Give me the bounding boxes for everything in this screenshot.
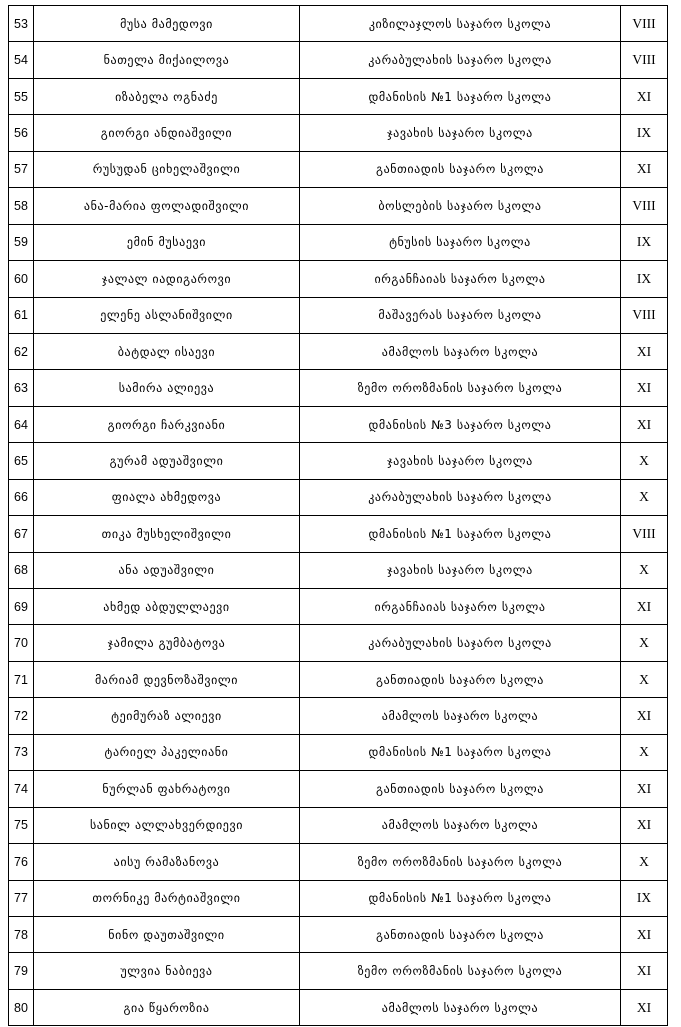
table-row <box>9 370 668 406</box>
student-name-cell: სანილ ალლახვერდიევი <box>34 807 300 843</box>
row-number-cell: 71 <box>9 661 34 697</box>
grade-cell: VIII <box>621 188 668 224</box>
row-number-cell: 68 <box>9 552 34 588</box>
school-name-cell: კარაბულახის საჯარო სკოლა <box>300 42 621 78</box>
table-row <box>9 734 668 770</box>
grade-cell: XI <box>621 406 668 442</box>
row-number-cell: 79 <box>9 953 34 989</box>
student-name-cell: ნათელა მიქაილოვა <box>34 42 300 78</box>
grade-cell: VIII <box>621 297 668 333</box>
table-row <box>9 916 668 952</box>
table-row <box>9 151 668 187</box>
table-row <box>9 771 668 807</box>
student-name-cell: ტარიელ პაკელიანი <box>34 734 300 770</box>
student-name-cell: აისუ რამაზანოვა <box>34 844 300 880</box>
grade-cell: IX <box>621 115 668 151</box>
table-row <box>9 224 668 260</box>
grade-cell: VIII <box>621 6 668 42</box>
grade-cell: X <box>621 734 668 770</box>
grade-cell: XI <box>621 989 668 1025</box>
school-name-cell: დმანისის №1 საჯარო სკოლა <box>300 734 621 770</box>
school-name-cell: განთიადის საჯარო სკოლა <box>300 771 621 807</box>
school-name-cell: დმანისის №1 საჯარო სკოლა <box>300 516 621 552</box>
table-row <box>9 844 668 880</box>
student-name-cell: ანა-მარია ფოლადიშვილი <box>34 188 300 224</box>
row-number-cell: 57 <box>9 151 34 187</box>
row-number-cell: 72 <box>9 698 34 734</box>
row-number-cell: 78 <box>9 916 34 952</box>
row-number-cell: 62 <box>9 333 34 369</box>
student-name-cell: თიკა მუსხელიშვილი <box>34 516 300 552</box>
grade-cell: XI <box>621 151 668 187</box>
student-name-cell: გურამ ადუაშვილი <box>34 443 300 479</box>
student-name-cell: ფიალა ახმედოვა <box>34 479 300 515</box>
school-name-cell: ზემო ოროზმანის საჯარო სკოლა <box>300 370 621 406</box>
student-name-cell: იზაბელა ოგნაძე <box>34 78 300 114</box>
table-row <box>9 188 668 224</box>
row-number-cell: 75 <box>9 807 34 843</box>
row-number-cell: 54 <box>9 42 34 78</box>
table-row <box>9 443 668 479</box>
grade-cell: XI <box>621 771 668 807</box>
student-name-cell: მუსა მამედოვი <box>34 6 300 42</box>
school-name-cell: დმანისის №1 საჯარო სკოლა <box>300 880 621 916</box>
row-number-cell: 80 <box>9 989 34 1025</box>
row-number-cell: 69 <box>9 589 34 625</box>
row-number-cell: 70 <box>9 625 34 661</box>
student-name-cell: გიორგი ანდიაშვილი <box>34 115 300 151</box>
grade-cell: X <box>621 625 668 661</box>
school-name-cell: დმანისის №1 საჯარო სკოლა <box>300 78 621 114</box>
table-row <box>9 589 668 625</box>
table-row <box>9 698 668 734</box>
grade-cell: XI <box>621 916 668 952</box>
grade-cell: VIII <box>621 42 668 78</box>
student-name-cell: ანა ადუაშვილი <box>34 552 300 588</box>
grade-cell: X <box>621 443 668 479</box>
school-name-cell: ტნუსის საჯარო სკოლა <box>300 224 621 260</box>
school-name-cell: ზემო ოროზმანის საჯარო სკოლა <box>300 844 621 880</box>
school-name-cell: განთიადის საჯარო სკოლა <box>300 916 621 952</box>
table-row <box>9 516 668 552</box>
table-row <box>9 42 668 78</box>
table-row <box>9 953 668 989</box>
student-name-cell: ჯამილა გუმბატოვა <box>34 625 300 661</box>
table-row <box>9 989 668 1025</box>
student-name-cell: რუსუდან ციხელაშვილი <box>34 151 300 187</box>
row-number-cell: 74 <box>9 771 34 807</box>
table-row <box>9 261 668 297</box>
school-name-cell: კარაბულახის საჯარო სკოლა <box>300 479 621 515</box>
table-row <box>9 406 668 442</box>
table-row <box>9 6 668 42</box>
school-name-cell: მაშავერას საჯარო სკოლა <box>300 297 621 333</box>
row-number-cell: 77 <box>9 880 34 916</box>
table-row <box>9 479 668 515</box>
school-name-cell: დმანისის №3 საჯარო სკოლა <box>300 406 621 442</box>
school-name-cell: კარაბულახის საჯარო სკოლა <box>300 625 621 661</box>
grade-cell: IX <box>621 224 668 260</box>
school-name-cell: ამამლოს საჯარო სკოლა <box>300 333 621 369</box>
school-name-cell: ირგანჩაიას საჯარო სკოლა <box>300 261 621 297</box>
school-name-cell: ჯავახის საჯარო სკოლა <box>300 115 621 151</box>
school-name-cell: ჯავახის საჯარო სკოლა <box>300 552 621 588</box>
grade-cell: XI <box>621 953 668 989</box>
grade-cell: IX <box>621 880 668 916</box>
student-name-cell: თორნიკე მარტიაშვილი <box>34 880 300 916</box>
row-number-cell: 59 <box>9 224 34 260</box>
school-name-cell: ამამლოს საჯარო სკოლა <box>300 989 621 1025</box>
row-number-cell: 53 <box>9 6 34 42</box>
table-row <box>9 552 668 588</box>
student-name-cell: ელენე ასლანიშვილი <box>34 297 300 333</box>
row-number-cell: 76 <box>9 844 34 880</box>
student-name-cell: სამირა ალიევა <box>34 370 300 406</box>
table-row <box>9 625 668 661</box>
row-number-cell: 67 <box>9 516 34 552</box>
row-number-cell: 56 <box>9 115 34 151</box>
row-number-cell: 55 <box>9 78 34 114</box>
school-name-cell: განთიადის საჯარო სკოლა <box>300 661 621 697</box>
grade-cell: XI <box>621 807 668 843</box>
results-table-body <box>9 6 668 1026</box>
student-name-cell: ბატდალ ისაევი <box>34 333 300 369</box>
grade-cell: VIII <box>621 516 668 552</box>
school-name-cell: ზემო ოროზმანის საჯარო სკოლა <box>300 953 621 989</box>
row-number-cell: 61 <box>9 297 34 333</box>
grade-cell: IX <box>621 261 668 297</box>
grade-cell: X <box>621 844 668 880</box>
school-name-cell: განთიადის საჯარო სკოლა <box>300 151 621 187</box>
student-name-cell: ულვია ნაბიევა <box>34 953 300 989</box>
school-name-cell: ჯავახის საჯარო სკოლა <box>300 443 621 479</box>
student-name-cell: ტეიმურაზ ალიევი <box>34 698 300 734</box>
results-table-container <box>8 5 667 1026</box>
school-name-cell: ამამლოს საჯარო სკოლა <box>300 807 621 843</box>
school-name-cell: ირგანჩაიას საჯარო სკოლა <box>300 589 621 625</box>
results-table <box>8 5 668 1026</box>
school-name-cell: ბოსლების საჯარო სკოლა <box>300 188 621 224</box>
student-name-cell: ნინო დაუთაშვილი <box>34 916 300 952</box>
row-number-cell: 65 <box>9 443 34 479</box>
student-name-cell: ნურლან ფახრატოვი <box>34 771 300 807</box>
row-number-cell: 63 <box>9 370 34 406</box>
table-row <box>9 880 668 916</box>
student-name-cell: ჯალალ იადიგაროვი <box>34 261 300 297</box>
table-row <box>9 115 668 151</box>
grade-cell: X <box>621 479 668 515</box>
table-row <box>9 78 668 114</box>
row-number-cell: 66 <box>9 479 34 515</box>
row-number-cell: 58 <box>9 188 34 224</box>
grade-cell: XI <box>621 589 668 625</box>
row-number-cell: 73 <box>9 734 34 770</box>
student-name-cell: გიორგი ჩარკვიანი <box>34 406 300 442</box>
school-name-cell: ამამლოს საჯარო სკოლა <box>300 698 621 734</box>
grade-cell: XI <box>621 78 668 114</box>
student-name-cell: ახმედ აბდულლაევი <box>34 589 300 625</box>
row-number-cell: 60 <box>9 261 34 297</box>
row-number-cell: 64 <box>9 406 34 442</box>
grade-cell: XI <box>621 370 668 406</box>
school-name-cell: კიზილაჯლოს საჯარო სკოლა <box>300 6 621 42</box>
grade-cell: XI <box>621 333 668 369</box>
student-name-cell: გია წყაროზია <box>34 989 300 1025</box>
table-row <box>9 333 668 369</box>
grade-cell: X <box>621 661 668 697</box>
student-name-cell: მარიამ დევნოზაშვილი <box>34 661 300 697</box>
grade-cell: XI <box>621 698 668 734</box>
table-row <box>9 661 668 697</box>
table-row <box>9 297 668 333</box>
grade-cell: X <box>621 552 668 588</box>
table-row <box>9 807 668 843</box>
student-name-cell: ემინ მუსაევი <box>34 224 300 260</box>
